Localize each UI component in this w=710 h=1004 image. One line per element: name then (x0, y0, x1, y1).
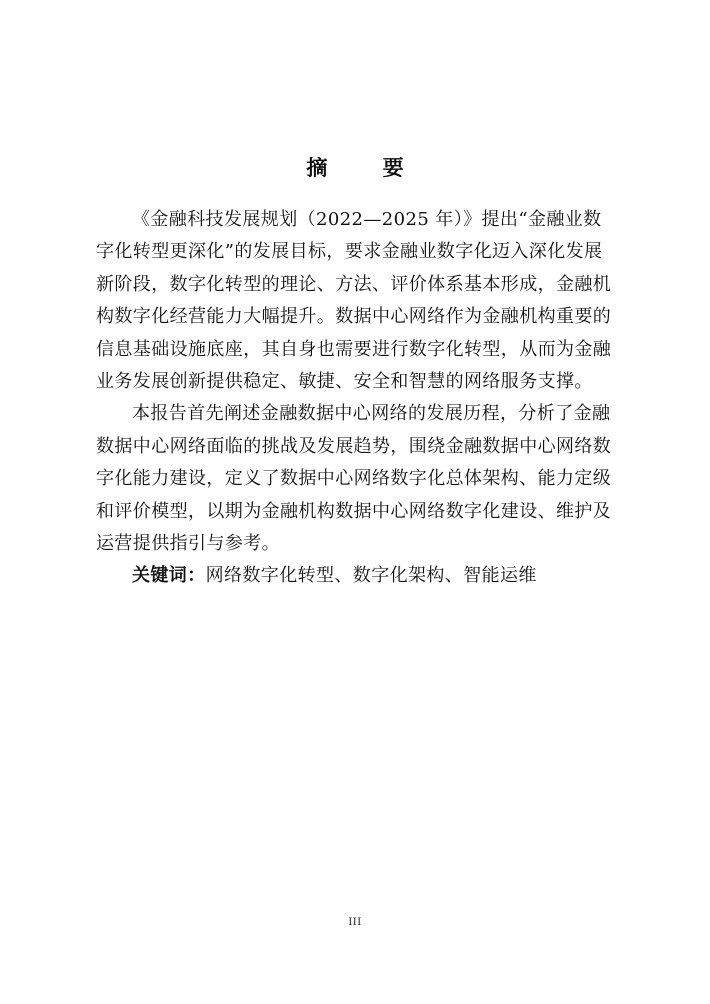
paragraph-line: 《金融科技发展规划（2022—2025 年）》提出“金融业数 (132, 209, 602, 230)
abstract-paragraph-1 (96, 204, 622, 398)
paragraph-line: 新阶段，数字化转型的理论、方法、评价体系基本形成，金融机 (96, 273, 612, 295)
paragraph-line: 本报告首先阐述金融数据中心网络的发展历程，分析了金融 (132, 403, 611, 425)
paragraph-line: 字化能力建设，定义了数据中心网络数字化总体架构、能力定级 (96, 468, 612, 490)
paragraph-line: 业务发展创新提供稳定、敏捷、安全和智慧的网络服务支撑。 (96, 371, 593, 393)
paragraph-line: 数据中心网络面临的挑战及发展趋势，围绕金融数据中心网络数 (96, 435, 612, 457)
paragraph-line: 信息基础设施底座，其自身也需要进行数字化转型，从而为金融 (96, 338, 612, 360)
keywords-value: 网络数字化转型、数字化架构、智能运维 (205, 565, 537, 587)
abstract-body (96, 204, 622, 593)
page-number: III (348, 917, 362, 928)
paragraph-line: 字化转型更深化”的发展目标，要求金融业数字化迈入深化发展 (96, 241, 603, 263)
paragraph-line: 构数字化经营能力大幅提升。数据中心网络作为金融机构重要的 (96, 306, 612, 328)
page-title: 摘 要 (306, 156, 428, 180)
abstract-paragraph-2 (96, 398, 622, 560)
paragraph-line: 和评价模型，以期为金融机构数据中心网络数字化建设、维护及 (96, 500, 612, 522)
keywords-line (96, 560, 622, 592)
keywords-label: 关键词： (132, 565, 206, 587)
paragraph-line: 运营提供指引与参考。 (96, 533, 280, 555)
